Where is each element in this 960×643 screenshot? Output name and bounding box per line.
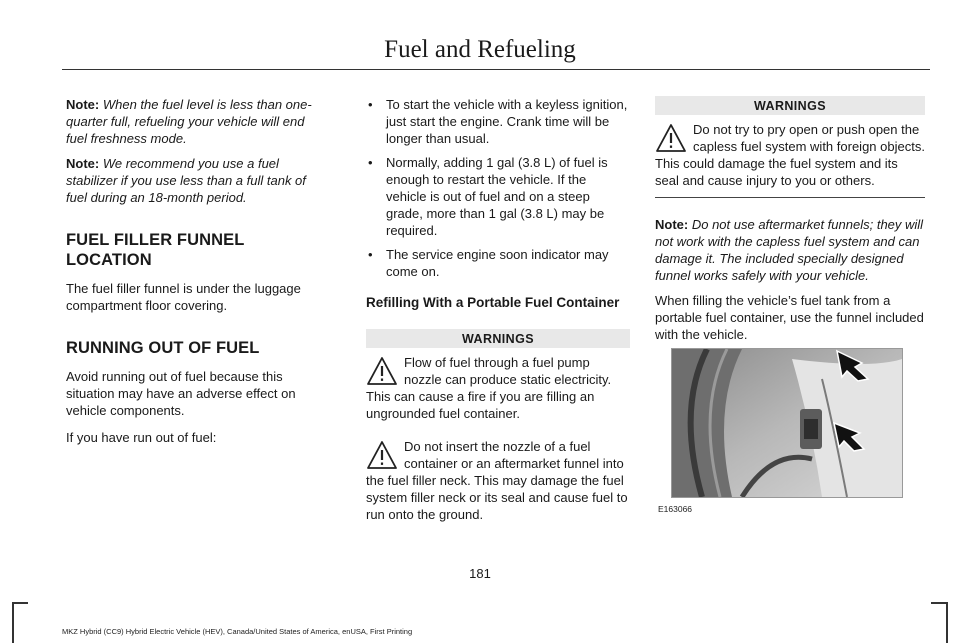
column-2 <box>366 96 630 539</box>
crop-mark <box>12 602 28 604</box>
column-1 <box>66 96 328 456</box>
bullet-icon: • <box>368 97 373 112</box>
list-item-text: The service engine soon indicator may come on. <box>386 247 609 279</box>
warning-text: Do not insert the nozzle of a fuel container or an aftermarket funnel into the fuel filler neck. This may damage the fuel system filler neck or its seal and cause fuel to run onto the ground. <box>366 439 628 522</box>
bullet-icon: • <box>368 155 373 170</box>
list-item-text: Normally, adding 1 gal (3.8 L) of fuel is enough to restart the vehicle. If the vehicle is out of fuel and on a steep grade, more than 1 gal (3.8 L) may be required. <box>386 155 608 238</box>
warnings-block <box>655 121 925 198</box>
crop-mark <box>12 602 14 643</box>
note-text: We recommend you use a fuel stabilizer if you use less than a full tank of fuel during an 18-month period. <box>66 156 306 205</box>
subheading-portable-container: Refilling With a Portable Fuel Container <box>366 295 620 310</box>
warning-capless-pry <box>655 121 925 189</box>
heading-running-out: RUNNING OUT OF FUEL <box>66 339 260 357</box>
note-text: Do not use aftermarket funnels; they will not work with the capless fuel system and can damage it. The included specially designed funnel works safely with your vehicle. <box>655 217 924 283</box>
page-number: 181 <box>469 566 491 581</box>
column-3 <box>655 96 925 353</box>
bullet-list <box>366 96 630 280</box>
warnings-header: WARNINGS <box>366 329 630 348</box>
paragraph-if-run-out: If you have run out of fuel: <box>66 430 217 445</box>
crop-mark <box>946 602 948 643</box>
footer-text: MKZ Hybrid (CC9) Hybrid Electric Vehicle (HEV), Canada/United States of America, enUSA, First Printing <box>62 627 413 636</box>
note-fuel-freshness <box>66 96 328 147</box>
list-item <box>366 154 630 239</box>
list-item <box>366 96 630 147</box>
note-label: Note: <box>66 97 100 112</box>
note-fuel-stabilizer <box>66 155 328 206</box>
list-item <box>366 246 630 280</box>
list-item-text: To start the vehicle with a keyless ignition, just start the engine. Crank time will be longer than usual. <box>386 97 628 146</box>
note-aftermarket-funnels <box>655 216 925 284</box>
note-text: When the fuel level is less than one-quarter full, refueling your vehicle will end fuel freshness mode. <box>66 97 312 146</box>
note-label: Note: <box>66 156 100 171</box>
paragraph-running-out: Avoid running out of fuel because this situation may have an adverse effect on vehicle components. <box>66 369 296 418</box>
warning-text: Flow of fuel through a fuel pump nozzle can produce static electricity. This can cause a fire if you are filling an ungrounded fuel container. <box>366 355 612 421</box>
warning-static-electricity <box>366 354 630 422</box>
page-title: Fuel and Refueling <box>384 36 576 63</box>
crop-mark <box>931 602 947 604</box>
warning-triangle-icon <box>366 440 398 470</box>
warning-triangle-icon <box>655 123 687 153</box>
warning-triangle-icon <box>366 356 398 386</box>
funnel-location-photo <box>671 348 903 498</box>
figure-id: E163066 <box>658 504 693 514</box>
paragraph-funnel-location: The fuel filler funnel is under the luggage compartment floor covering. <box>66 281 301 313</box>
funnel-photo-illustration <box>672 349 902 497</box>
bullet-icon: • <box>368 247 373 262</box>
note-label: Note: <box>655 217 689 232</box>
header-rule <box>62 69 930 70</box>
warnings-header: WARNINGS <box>655 96 925 115</box>
paragraph-portable-container: When filling the vehicle’s fuel tank from a portable fuel container, use the funnel included with the vehicle. <box>655 293 924 342</box>
heading-funnel-location: FUEL FILLER FUNNEL LOCATION <box>66 231 245 269</box>
warning-text: Do not try to pry open or push open the capless fuel system with foreign objects. This could damage the fuel system and its seal and cause injury to you or others. <box>655 122 925 188</box>
warning-nozzle-insert <box>366 438 630 523</box>
